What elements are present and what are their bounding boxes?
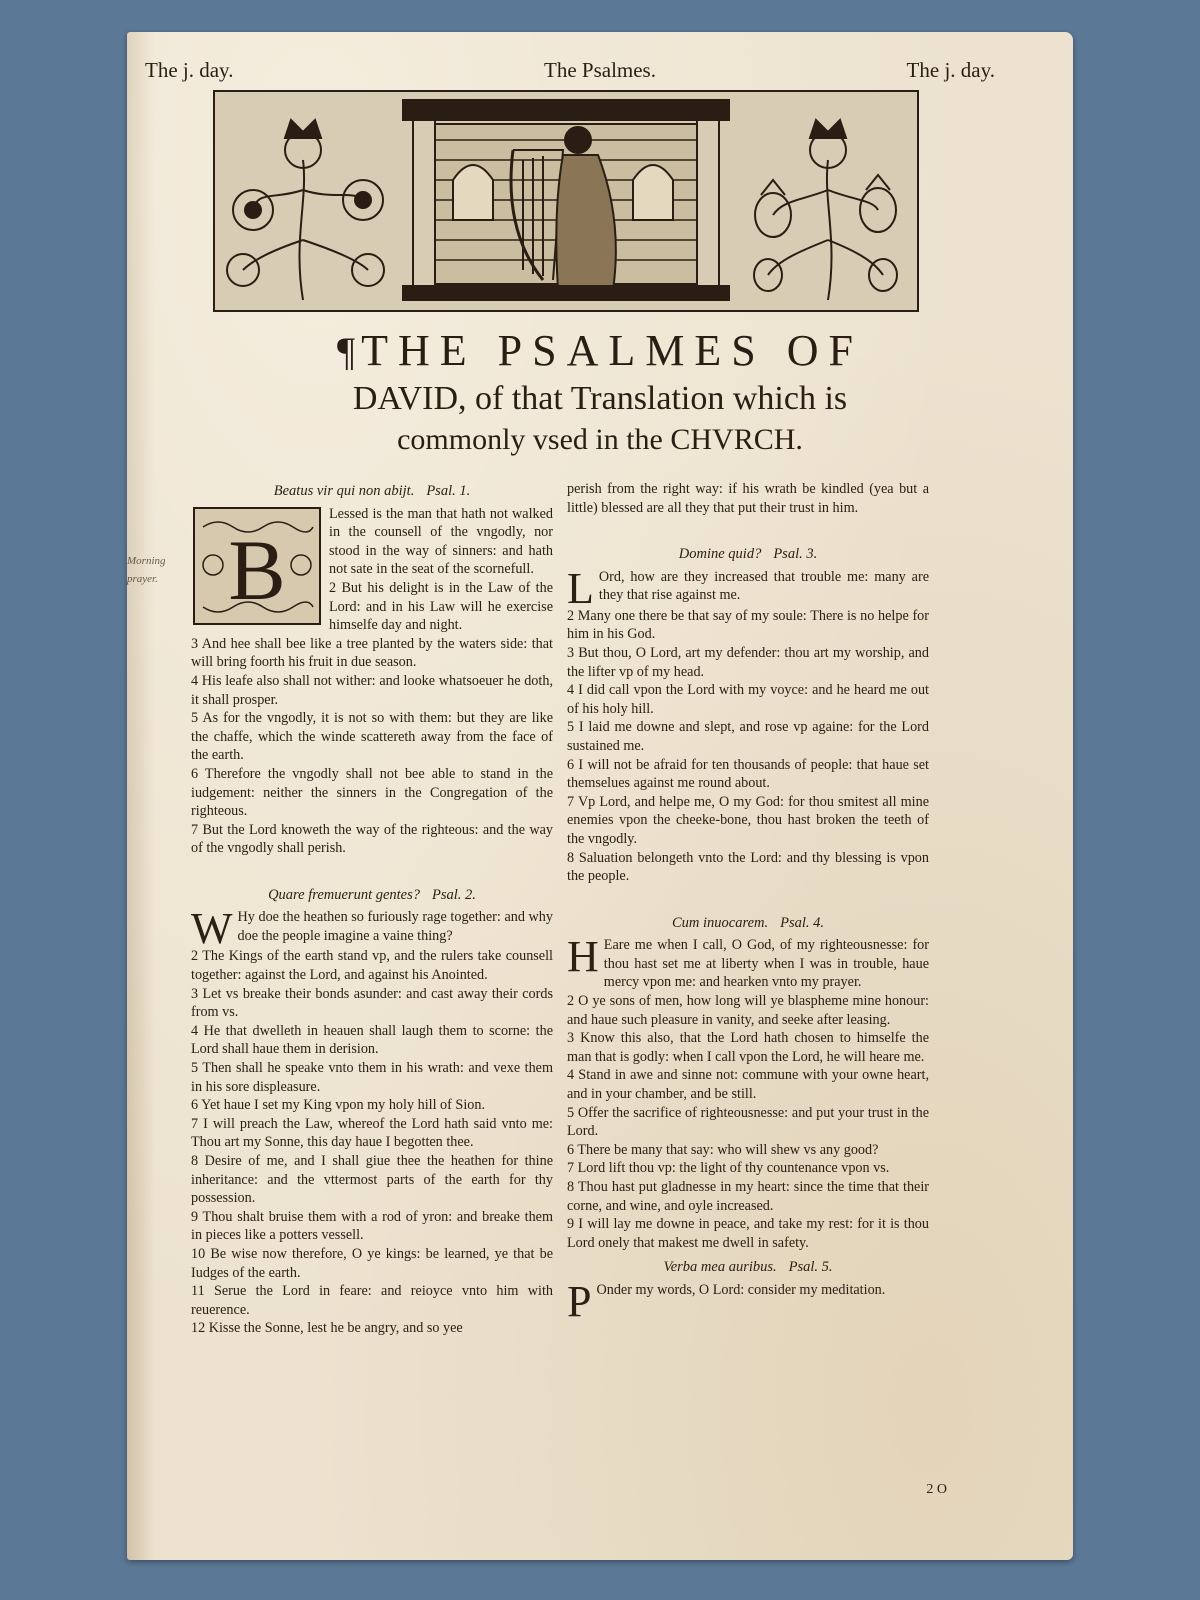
- psalm2-verse-8: 8 Desire of me, and I shall giue thee the heathen for thine inheritance: and the vttermost parts of the earth for thy possession.: [191, 1153, 553, 1207]
- title-line-3: commonly vsed in the CHVRCH.: [397, 423, 803, 456]
- gutter-margin-notes: [127, 392, 166, 992]
- psalm2-verse-12: 12 Kisse the Sonne, lest he be angry, and so yee: [191, 1320, 463, 1337]
- psalm4-verse-8: 8 Thou hast put gladnesse in my heart: since the time that their corne, and wine, and oyle increased.: [567, 1179, 929, 1214]
- psalm1-verse-4: 4 His leafe also shall not wither: and looke whatsoeuer he doth, it shall prosper.: [191, 672, 553, 708]
- psalm2-verse-5: 5 Then shall he speake vnto them in his wrath: and vexe them in his sore displeasure.: [191, 1060, 553, 1095]
- psalm3-verse-7: 7 Vp Lord, and helpe me, O my God: for thou smitest all mine enemies vpon the cheeke-bone, thou hast broken the teeth of the vngodly.: [567, 793, 929, 847]
- psalm1-verse-1: Lessed is the man that hath not walked in the counsell of the vngodly, nor stood in the way of sinners: and hath not sate in the seat of the scornefull.: [329, 505, 553, 578]
- psalm-heading: Cum inuocarem. Psal. 4.: [671, 914, 825, 931]
- psalm-heading: Beatus vir qui non abijt. Psal. 1.: [273, 483, 471, 499]
- running-head-right: The j. day.: [906, 58, 995, 82]
- woodcut-headpiece-image: [213, 90, 919, 312]
- psalm2-verse-1: W Hy doe the heathen so furiously rage together: and why doe the people imagine a vaine thing?: [191, 904, 553, 954]
- psalm2-verse-3: 3 Let vs breake their bonds asunder: and cast away their cords from vs.: [191, 985, 553, 1021]
- decorated-initial-b-image: [193, 507, 321, 625]
- psalm-heading: Quare fremuerunt gentes? Psal. 2.: [268, 886, 476, 903]
- psalm4-verse-7: 7 Lord lift thou vp: the light of thy countenance vpon vs.: [567, 1160, 890, 1177]
- title-line-2: DAVID, of that Translation which is: [352, 380, 848, 417]
- psalm3-verse-4: 4 I did call vpon the Lord with my voyce: and he heard me out of his holy hill.: [567, 682, 929, 717]
- psalm4-verse-6: 6 There be many that say: who will shew vs any good?: [567, 1141, 879, 1158]
- psalm4-verse-3: 3 Know this also, that the Lord hath chosen to himselfe the man that is godly: when I call vpon the Lord, he will heare me.: [567, 1030, 929, 1065]
- psalm2-verse-11: 11 Serue the Lord in feare: and reioyce vnto him with reuerence.: [191, 1283, 553, 1318]
- right-column: [567, 476, 929, 1326]
- psalm2-verse-4: 4 He that dwelleth in heauen shall laugh them to scorne: the Lord shall haue them in derision.: [191, 1022, 553, 1058]
- page-title: [127, 324, 1073, 459]
- psalm-heading: Verba mea auribus. Psal. 5.: [663, 1259, 833, 1276]
- psalm5-verse-1: P Onder my words, O Lord: consider my meditation.: [567, 1276, 886, 1326]
- title-line-1: THE PSALMES OF: [361, 326, 863, 375]
- psalm3-verse-8: 8 Saluation belongeth vnto the Lord: and thy blessing is vpon the people.: [567, 849, 929, 885]
- initial-letter: W: [191, 904, 233, 954]
- book-page: [127, 32, 1073, 1560]
- pilcrow-icon: ¶: [337, 329, 356, 374]
- running-head-left: The j. day.: [145, 58, 234, 82]
- left-column: [191, 476, 553, 1338]
- initial-letter: P: [567, 1276, 592, 1326]
- psalm2-verse-7: 7 I will preach the Law, whereof the Lord hath said vnto me: Thou art my Sonne, this day haue I begotten thee.: [191, 1115, 553, 1151]
- psalm4-verse-2: 2 O ye sons of men, how long will ye blaspheme mine honour: and haue such pleasure in vanity, and seeke after leasing.: [567, 993, 929, 1028]
- psalm2-verse-6: 6 Yet haue I set my King vpon my holy hill of Sion.: [191, 1097, 485, 1114]
- psalm4-verse-4: 4 Stand in awe and sinne not: commune with your owne heart, and in your chamber, and be still.: [567, 1067, 929, 1103]
- psalm2-verse-9: 9 Thou shalt bruise them with a rod of yron: and breake them in pieces like a potters vessell.: [191, 1208, 553, 1244]
- svg-text:B: B: [228, 521, 286, 618]
- psalm1-verse-3: 3 And hee shall bee like a tree planted by the waters side: that will bring foorth his fruit in due season.: [191, 635, 553, 671]
- king-david-harp-scene: [403, 100, 729, 300]
- psalm3-verse-5: 5 I laid me downe and slept, and rose vp againe: for the Lord sustained me.: [567, 719, 929, 754]
- psalm1-verse-7: 7 But the Lord knoweth the way of the righteous: and the way of the vngodly shall perish.: [191, 821, 553, 857]
- psalm3-verse-3: 3 But thou, O Lord, art my defender: thou art my worship, and the lifter vp of my head.: [567, 644, 929, 680]
- psalm3-verse-6: 6 I will not be afraid for ten thousands of people: that haue set themselues against me round about.: [567, 756, 929, 792]
- psalm3-verse-2: 2 Many one there be that say of my soule: There is no helpe for him in his God.: [567, 607, 929, 643]
- running-head-center: The Psalmes.: [544, 58, 656, 82]
- initial-letter: H: [567, 932, 599, 982]
- psalm3-verse-1: L Ord, how are they increased that trouble me: many are they that rise against me.: [567, 563, 929, 613]
- psalm4-verse-1: H Eare me when I call, O God, of my righteousnesse: for thou hast set me at liberty when I was in trouble, haue mercy vpon me: and hearken vnto my prayer.: [567, 932, 929, 991]
- psalm4-verse-9: 9 I will lay me downe in peace, and take my rest: for it is thou Lord onely that makest me dwell in safety.: [567, 1216, 929, 1251]
- psalm1-continued: perish from the right way: if his wrath be kindled (yea but a little) blessed are all they that put their trust in him.: [567, 481, 929, 516]
- margin-note: Morning prayer.: [127, 555, 166, 585]
- psalm2-verse-2: 2 The Kings of the earth stand vp, and the rulers take counsell together: against the Lord, and against his Anointed.: [191, 948, 553, 984]
- psalm2-verse-10: 10 Be wise now therefore, O ye kings: be learned, ye that be Iudges of the earth.: [191, 1245, 553, 1281]
- psalm1-verse-6: 6 Therefore the vngodly shall not bee able to stand in the iudgement: neither the sinners in the Congregation of the righteous.: [191, 765, 553, 820]
- psalm4-verse-5: 5 Offer the sacrifice of righteousnesse: and put your trust in the Lord.: [567, 1104, 929, 1140]
- psalm1-verse-2: 2 But his delight is in the Law of the Lord: and in his Law will he exercise himselfe day and night.: [329, 579, 553, 634]
- psalm1-verse-5: 5 As for the vngodly, it is not so with them: but they are like the chaffe, which the winde scattereth away from the face of the earth.: [191, 710, 553, 764]
- signature-mark: 2 O: [926, 1482, 947, 1497]
- initial-letter: L: [567, 563, 594, 613]
- psalm-heading: Domine quid? Psal. 3.: [678, 546, 818, 563]
